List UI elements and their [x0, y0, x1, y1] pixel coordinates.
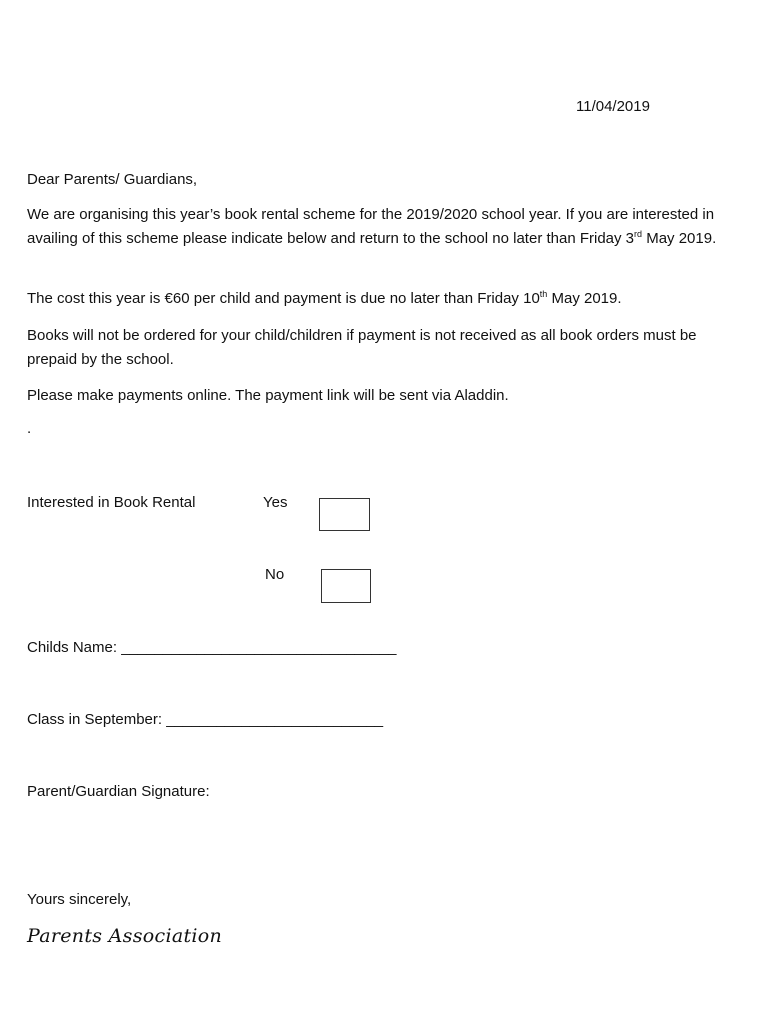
sign-off: Yours sincerely,: [27, 891, 132, 908]
no-checkbox[interactable]: [321, 569, 371, 603]
paragraph-book-rental-end: May 2019.: [642, 230, 717, 247]
ordinal-suffix: th: [539, 289, 548, 299]
paragraph-cost-end: May 2019.: [547, 290, 622, 307]
paragraph-book-rental: [27, 203, 745, 251]
paragraph-prepaid: Books will not be ordered for your child/children if payment is not received as all book orders must be prepaid by the school.: [27, 327, 697, 368]
stray-dot: .: [27, 420, 32, 437]
child-name-line: _________________________________: [121, 639, 397, 656]
paragraph-cost-text: The cost this year is €60 per child and payment is due no later than Friday 10: [27, 290, 540, 307]
association-signature: Parents Association: [27, 925, 223, 947]
yes-label: Yes: [263, 494, 288, 511]
no-label: No: [265, 566, 285, 583]
paragraph-cost: [27, 287, 745, 311]
ordinal-suffix: rd: [634, 229, 643, 239]
child-name-label: Childs Name:: [27, 639, 118, 656]
class-field[interactable]: [27, 711, 383, 728]
paragraph-payment-online: Please make payments online. The payment link will be sent via Aladdin.: [27, 387, 509, 404]
paragraph-book-rental-text: We are organising this year’s book rental scheme for the 2019/2020 school year. If you are interested in availing of this scheme please indicate below and return to the school no later than Friday 3: [27, 206, 715, 247]
class-line: __________________________: [166, 711, 384, 728]
child-name-field[interactable]: [27, 639, 397, 656]
yes-checkbox[interactable]: [319, 498, 370, 531]
interest-label: Interested in Book Rental: [27, 494, 196, 511]
salutation: Dear Parents/ Guardians,: [27, 171, 198, 188]
letter-date: 11/04/2019: [576, 98, 650, 115]
signature-label: Parent/Guardian Signature:: [27, 783, 210, 800]
class-label: Class in September:: [27, 711, 163, 728]
